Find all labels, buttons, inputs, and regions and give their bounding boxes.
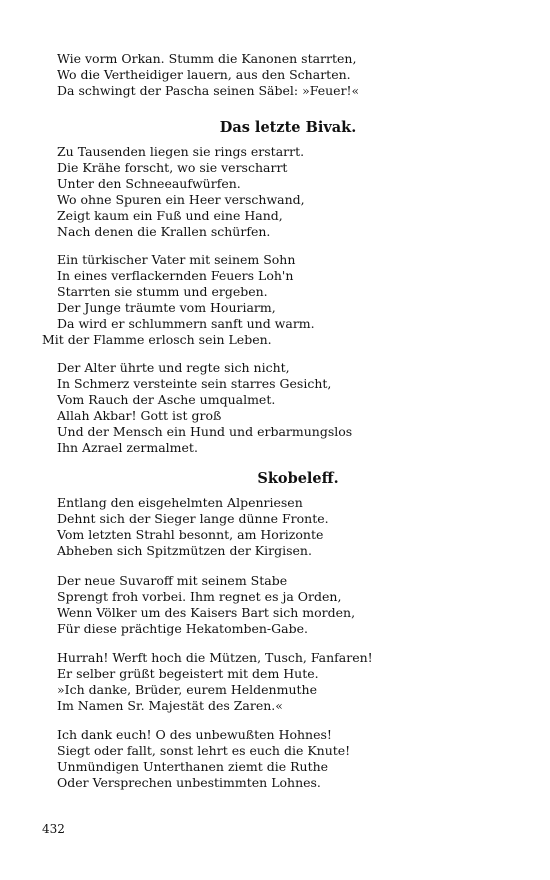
poem-line: In Schmerz versteinte sein starres Gesicht, bbox=[57, 376, 332, 391]
poem-line: Dehnt sich der Sieger lange dünne Fronte. bbox=[57, 511, 329, 526]
poem-line: Wo ohne Spuren ein Heer verschwand, bbox=[57, 192, 305, 207]
poem-line: Ich dank euch! O des unbewußten Hohnes! bbox=[57, 727, 332, 742]
poem-line: Für diese prächtige Hekatomben-Gabe. bbox=[57, 621, 308, 636]
poem-line: Die Krähe forscht, wo sie verscharrt bbox=[57, 160, 288, 175]
poem-line: Starrten sie stumm und ergeben. bbox=[57, 284, 268, 299]
poem-line: Im Namen Sr. Majestät des Zaren.« bbox=[57, 698, 283, 713]
poem-line: Sprengt froh vorbei. Ihm regnet es ja Orden, bbox=[57, 589, 342, 604]
poem-line: Unter den Schneeaufwürfen. bbox=[57, 176, 241, 191]
poem-line: Wenn Völker um des Kaisers Bart sich morden, bbox=[57, 605, 356, 620]
poem-line: Ein türkischer Vater mit seinem Sohn bbox=[57, 252, 296, 267]
poem-line: Mit der Flamme erlosch sein Leben. bbox=[42, 332, 272, 347]
poem-line: Und der Mensch ein Hund und erbarmungslos bbox=[57, 424, 353, 439]
poem-line: Da wird er schlummern sanft und warm. bbox=[57, 316, 315, 331]
poem-line: Wo die Vertheidiger lauern, aus den Scharten. bbox=[57, 67, 351, 82]
poem-line: Wie vorm Orkan. Stumm die Kanonen starrten, bbox=[57, 51, 357, 66]
poem-line: Zu Tausenden liegen sie rings erstarrt. bbox=[57, 144, 305, 159]
poem-line: In eines verflackernden Feuers Loh'n bbox=[57, 268, 294, 283]
poem-line: Zeigt kaum ein Fuß und eine Hand, bbox=[57, 208, 283, 223]
page-number: 432 bbox=[42, 822, 65, 836]
poem-line: Entlang den eisgehelmten Alpenriesen bbox=[57, 495, 303, 510]
poem-line: »Ich danke, Brüder, eurem Heldenmuthe bbox=[57, 682, 317, 697]
poem-title: Skobeleff. bbox=[257, 470, 339, 487]
poem-line: Der Junge träumte vom Houriarm, bbox=[57, 300, 276, 315]
poem-line: Vom letzten Strahl besonnt, am Horizonte bbox=[57, 527, 324, 542]
poem-line: Allah Akbar! Gott ist groß bbox=[57, 408, 222, 423]
poem-line: Da schwingt der Pascha seinen Säbel: »Feuer!« bbox=[57, 83, 360, 98]
poem-line: Vom Rauch der Asche umqualmet. bbox=[57, 392, 276, 407]
poem-line: Der neue Suvaroff mit seinem Stabe bbox=[57, 573, 288, 588]
poem-title: Das letzte Bivak. bbox=[219, 119, 357, 136]
poem-line: Ihn Azrael zermalmet. bbox=[57, 440, 198, 455]
poem-line: Abheben sich Spitzmützen der Kirgisen. bbox=[57, 543, 312, 558]
poem-line: Nach denen die Krallen schürfen. bbox=[57, 224, 271, 239]
poem-line: Er selber grüßt begeistert mit dem Hute. bbox=[57, 666, 319, 681]
poem-line: Unmündigen Unterthanen ziemt die Ruthe bbox=[57, 759, 329, 774]
poem-line: Hurrah! Werft hoch die Mützen, Tusch, Fanfaren! bbox=[57, 650, 373, 665]
poem-line: Der Alter ührte und regte sich nicht, bbox=[57, 360, 290, 375]
poem-line: Oder Versprechen unbestimmten Lohnes. bbox=[57, 775, 321, 790]
poem-line: Siegt oder fallt, sonst lehrt es euch die Knute! bbox=[57, 743, 351, 758]
